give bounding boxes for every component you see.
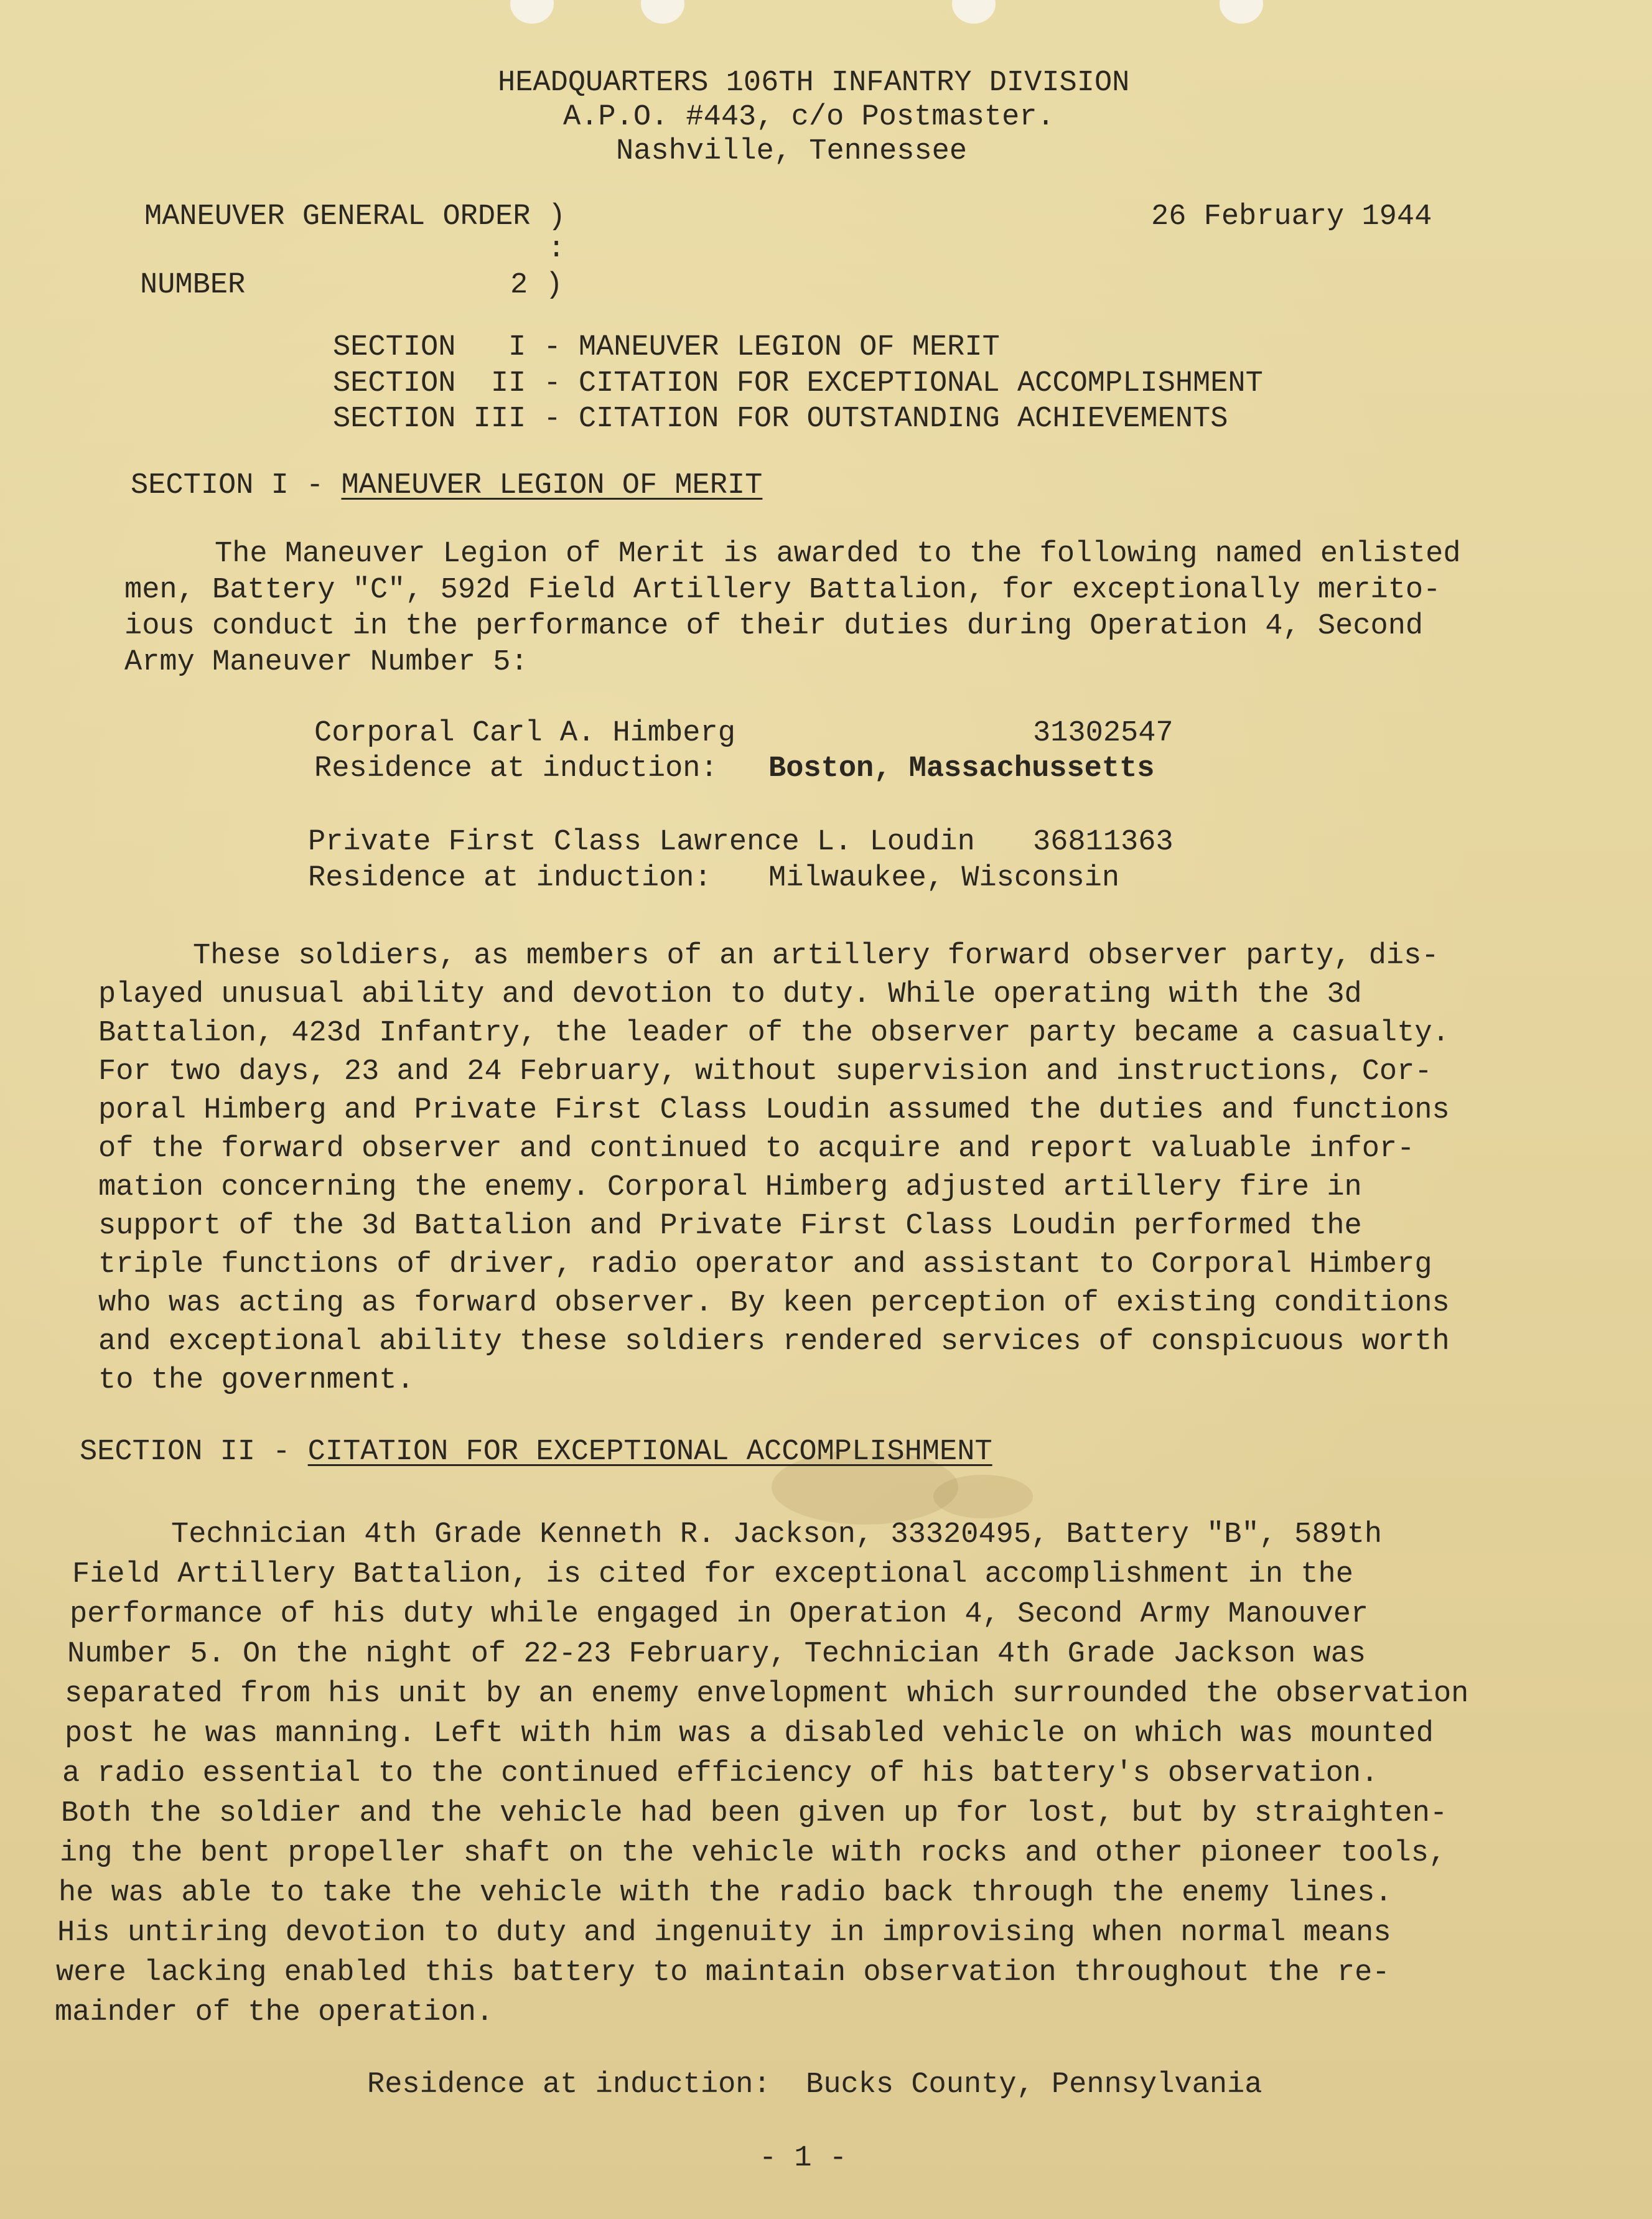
section-1-intro-line: The Maneuver Legion of Merit is awarded to the following named enlisted bbox=[215, 538, 1461, 571]
soldier-1-residence-label: Residence at induction: bbox=[314, 752, 718, 785]
paper-stain bbox=[933, 1475, 1033, 1518]
section-1-intro-line: ious conduct in the performance of their duties during Operation 4, Second bbox=[124, 610, 1424, 643]
punch-hole-icon bbox=[641, 0, 684, 24]
header-line-1: HEADQUARTERS 106TH INFANTRY DIVISION bbox=[498, 67, 1130, 100]
section-1-label: SECTION I - bbox=[131, 469, 342, 502]
section-1-body-line: triple functions of driver, radio operator and assistant to Corporal Himberg bbox=[98, 1248, 1432, 1281]
section-1-intro-line: men, Battery "C", 592d Field Artillery Battalion, for exceptionally merito- bbox=[124, 574, 1441, 607]
contents-line: SECTION II - CITATION FOR EXCEPTIONAL ACCOMPLISHMENT bbox=[333, 367, 1263, 400]
section-2-title: CITATION FOR EXCEPTIONAL ACCOMPLISHMENT bbox=[307, 1436, 992, 1469]
contents-line: SECTION I - MANEUVER LEGION OF MERIT bbox=[333, 331, 1000, 364]
section-1-body-line: poral Himberg and Private First Class Loudin assumed the duties and functions bbox=[98, 1094, 1450, 1127]
header-line-3: Nashville, Tennessee bbox=[616, 135, 968, 168]
section-1-body-line: For two days, 23 and 24 February, without supervision and instructions, Cor- bbox=[98, 1055, 1432, 1088]
section-2-heading bbox=[80, 1434, 992, 1470]
order-date: 26 February 1944 bbox=[1151, 200, 1432, 233]
soldier-1-residence-value: Boston, Massachussetts bbox=[768, 752, 1155, 785]
section-2-body-line: a radio essential to the continued efficiency of his battery's observation. bbox=[62, 1757, 1379, 1790]
section-2-body-line: post he was manning. Left with him was a disabled vehicle on which was mounted bbox=[65, 1717, 1434, 1750]
punch-hole-icon bbox=[510, 0, 554, 24]
section-2-body-line: Technician 4th Grade Kenneth R. Jackson, 33320495, Battery "B", 589th bbox=[171, 1518, 1383, 1551]
section-2-body-line: mainder of the operation. bbox=[55, 1996, 494, 2029]
order-title: MANEUVER GENERAL ORDER ) bbox=[144, 200, 566, 233]
soldier-1-serial: 31302547 bbox=[1033, 717, 1174, 750]
section-2-body-line: performance of his duty while engaged in Operation 4, Second Army Manouver bbox=[70, 1598, 1369, 1631]
section-1-body-line: These soldiers, as members of an artillery forward observer party, dis- bbox=[193, 940, 1439, 973]
section-2-label: SECTION II - bbox=[80, 1436, 308, 1469]
punch-hole-icon bbox=[952, 0, 996, 24]
page-number: - 1 - bbox=[759, 2142, 847, 2175]
order-number-label: NUMBER bbox=[140, 269, 246, 302]
section-1-body-line: support of the 3d Battalion and Private First Class Loudin performed the bbox=[98, 1210, 1362, 1243]
soldier-1-name: Corporal Carl A. Himberg bbox=[314, 717, 735, 750]
soldier-2-serial: 36811363 bbox=[1033, 826, 1174, 859]
section-2-body-line: ing the bent propeller shaft on the vehicle with rocks and other pioneer tools, bbox=[60, 1837, 1447, 1870]
soldier-2-residence-label: Residence at induction: bbox=[308, 862, 712, 895]
section-1-intro-line: Army Maneuver Number 5: bbox=[124, 646, 528, 679]
section-1-body-line: to the government. bbox=[98, 1364, 414, 1397]
section-2-body-line: Both the soldier and the vehicle had been given up for lost, but by straighten- bbox=[61, 1797, 1448, 1830]
order-colon: : bbox=[548, 233, 566, 266]
section-2-body-line: Number 5. On the night of 22-23 February, Technician 4th Grade Jackson was bbox=[67, 1638, 1366, 1671]
section-1-body-line: who was acting as forward observer. By keen perception of existing conditions bbox=[98, 1287, 1450, 1320]
section-1-title: MANEUVER LEGION OF MERIT bbox=[341, 469, 763, 502]
contents-line: SECTION III - CITATION FOR OUTSTANDING ACHIEVEMENTS bbox=[333, 403, 1228, 436]
section-1-heading bbox=[131, 468, 762, 504]
section-2-body-line: separated from his unit by an enemy envelopment which surrounded the observation bbox=[65, 1678, 1469, 1711]
section-2-body-line: were lacking enabled this battery to maintain observation throughout the re- bbox=[56, 1956, 1390, 1989]
section-1-body-line: played unusual ability and devotion to duty. While operating with the 3d bbox=[98, 978, 1362, 1011]
punch-hole-icon bbox=[1220, 0, 1263, 24]
section-1-body-line: and exceptional ability these soldiers rendered services of conspicuous worth bbox=[98, 1325, 1450, 1358]
section-2-body-line: Field Artillery Battalion, is cited for exceptional accomplishment in the bbox=[72, 1558, 1353, 1591]
section-2-residence: Residence at induction: Bucks County, Pennsylvania bbox=[367, 2068, 1262, 2101]
order-number-value: 2 ) bbox=[510, 269, 563, 302]
section-2-body-line: His untiring devotion to duty and ingenuity in improvising when normal means bbox=[57, 1917, 1391, 1950]
section-2-body-line: he was able to take the vehicle with the radio back through the enemy lines. bbox=[58, 1877, 1393, 1910]
section-1-body-line: Battalion, 423d Infantry, the leader of the observer party became a casualty. bbox=[98, 1017, 1450, 1050]
soldier-2-residence-value: Milwaukee, Wisconsin bbox=[768, 862, 1120, 895]
header-line-2: A.P.O. #443, c/o Postmaster. bbox=[563, 101, 1055, 134]
soldier-2-name: Private First Class Lawrence L. Loudin bbox=[308, 826, 975, 859]
section-1-body-line: mation concerning the enemy. Corporal Himberg adjusted artillery fire in bbox=[98, 1171, 1362, 1204]
section-1-body-line: of the forward observer and continued to acquire and report valuable infor- bbox=[98, 1133, 1415, 1166]
